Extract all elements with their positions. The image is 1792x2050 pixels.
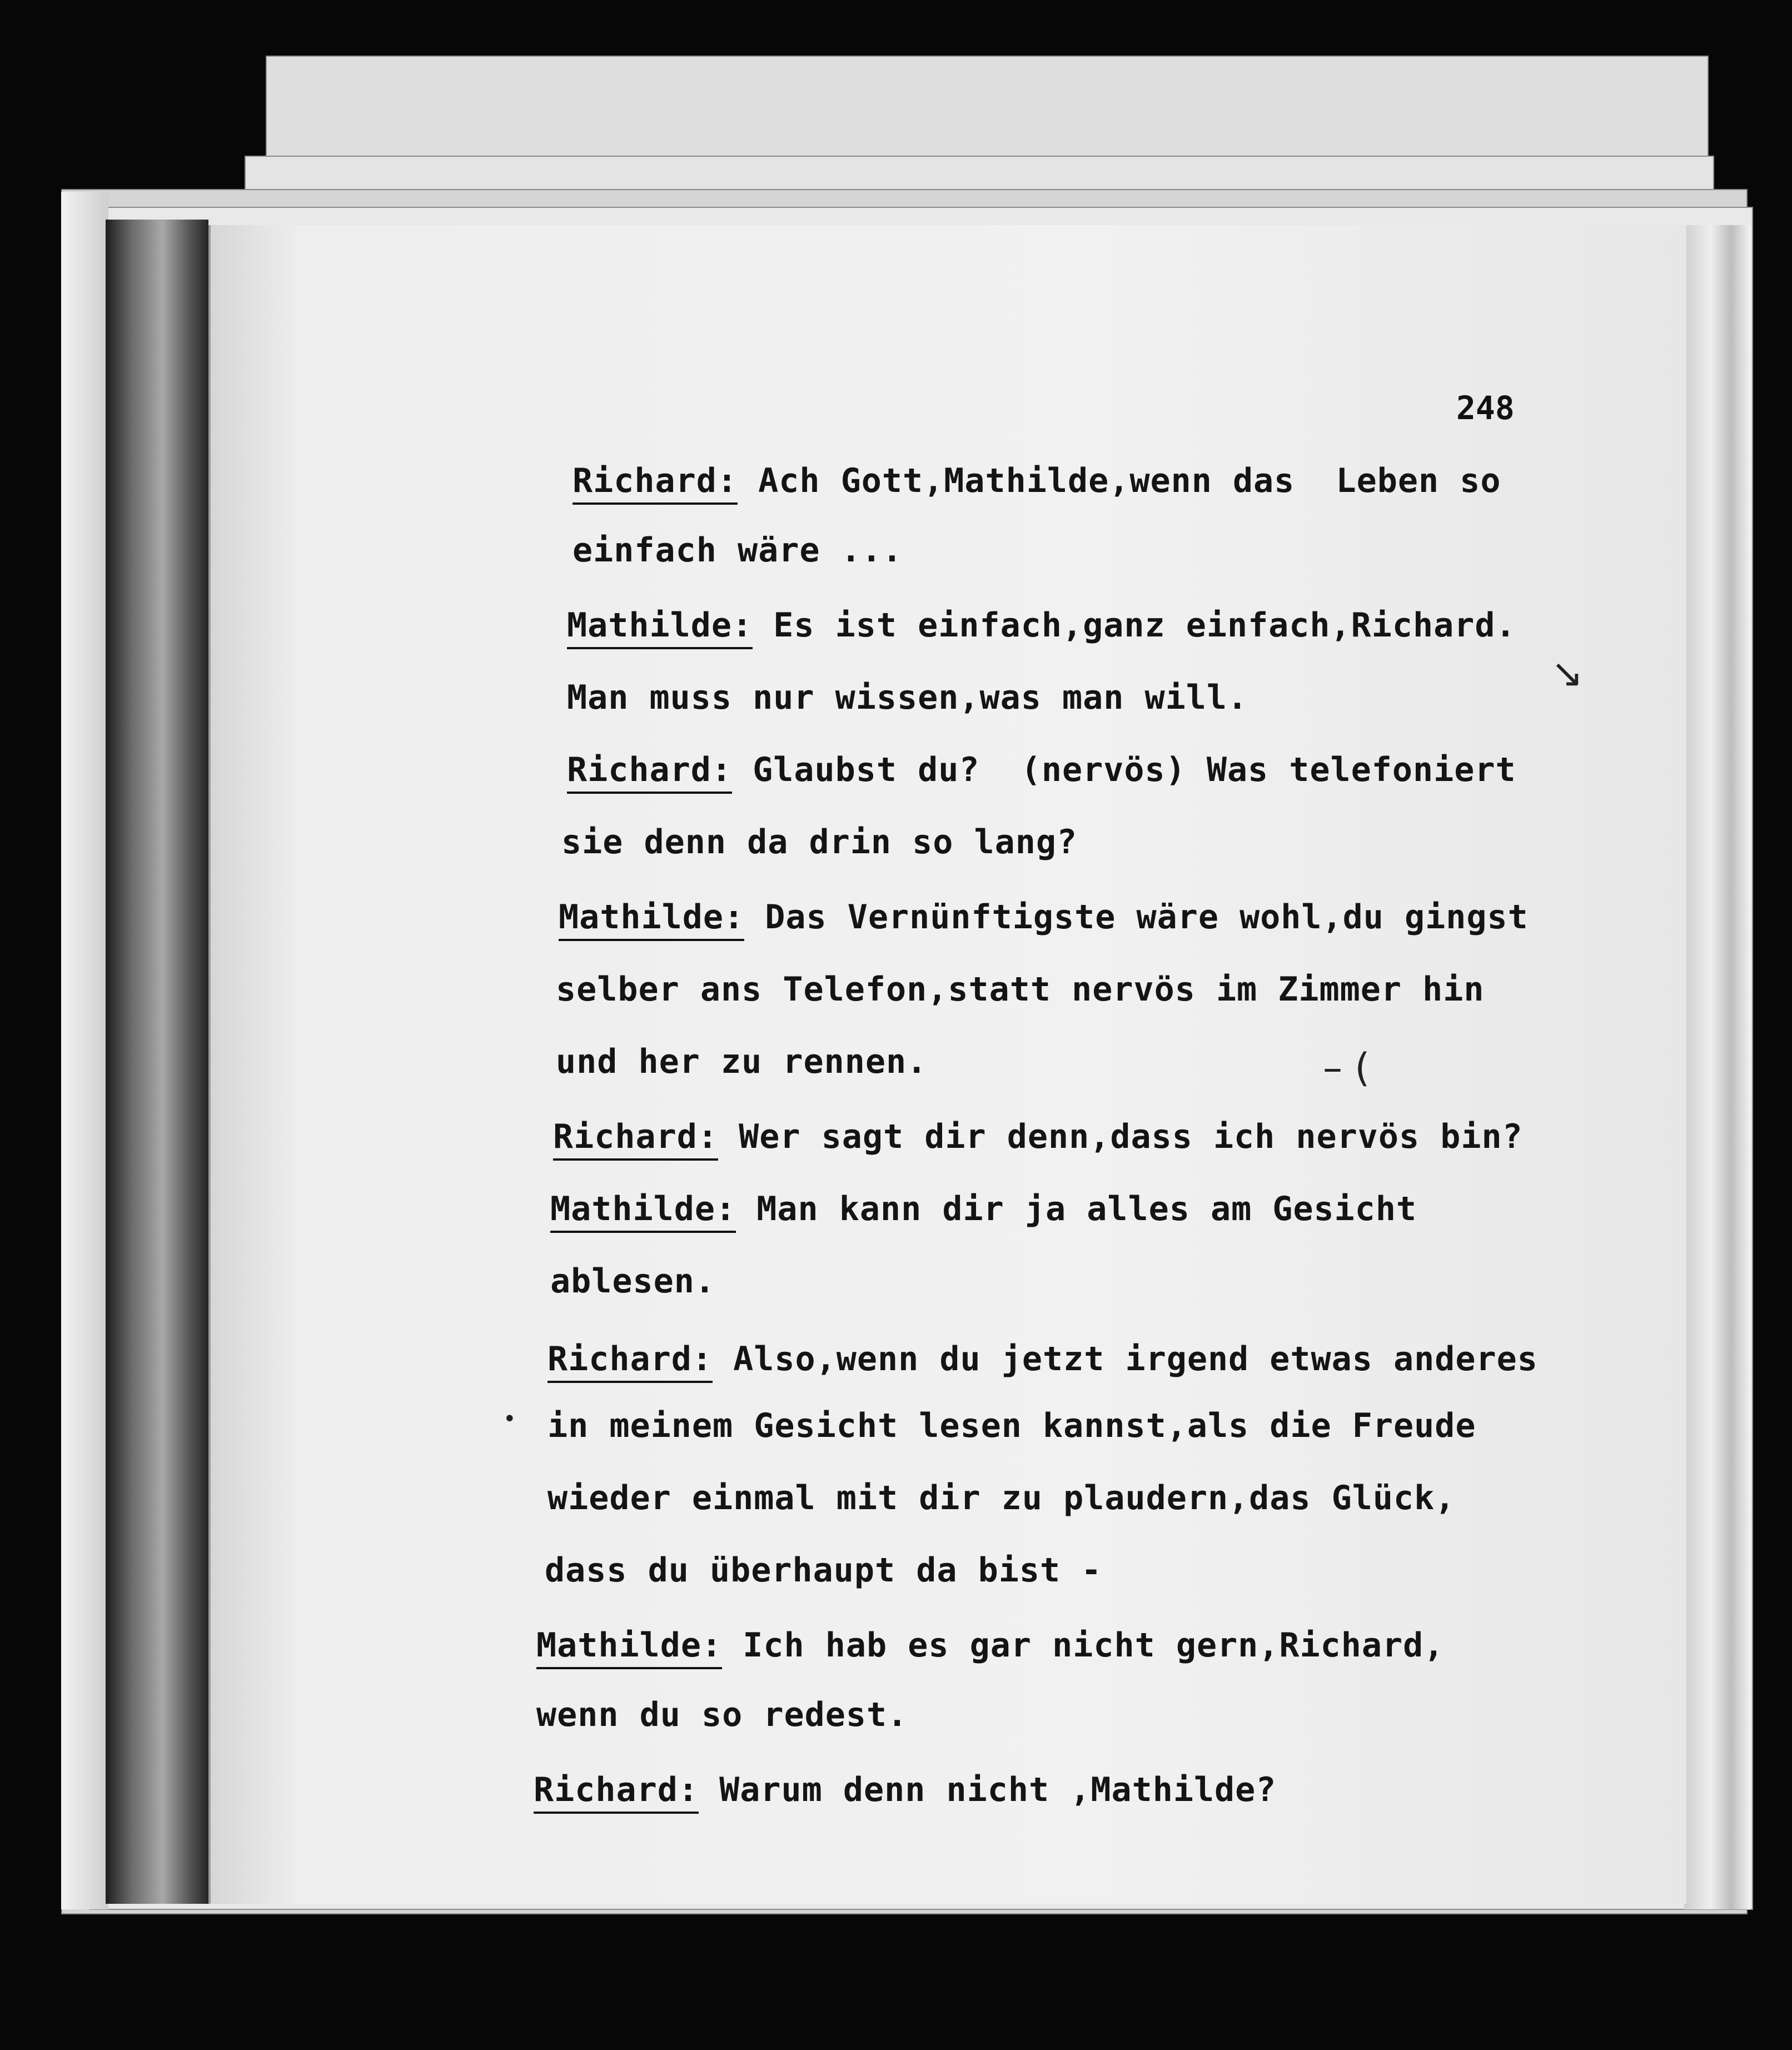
dialogue-text: Warum denn nicht ,Mathilde?: [698, 1770, 1277, 1809]
dialogue-text: einfach wäre ...: [573, 531, 903, 570]
script-line: [553, 1117, 1523, 1161]
script-line: [561, 823, 1077, 862]
binding-strip: [106, 220, 208, 1904]
pencil-arrow-mark: ↘: [1551, 650, 1584, 696]
speaker-name: Richard:: [547, 1340, 713, 1383]
dialogue-text: dass du überhaupt da bist -: [545, 1551, 1102, 1590]
dialogue-text: Das Vernünftigste wäre wohl,du gingst: [744, 898, 1529, 937]
speaker-name: Mathilde:: [559, 898, 744, 941]
script-line: [573, 531, 903, 570]
dialogue-text: selber ans Telefon,statt nervös im Zimmer hin: [556, 970, 1485, 1009]
page-number: 248: [1456, 389, 1515, 427]
script-line: [547, 1340, 1538, 1383]
dialogue-text: in meinem Gesicht lesen kannst,als die Freude: [547, 1406, 1476, 1445]
script-line: [550, 1262, 715, 1301]
dialogue-text: Ach Gott,Mathilde,wenn das Leben so: [737, 461, 1501, 500]
script-line: [556, 970, 1485, 1009]
dialogue-text: ablesen.: [550, 1262, 715, 1301]
speaker-name: Mathilde:: [550, 1190, 736, 1233]
script-line: [547, 1479, 1455, 1517]
script-line: [559, 898, 1529, 941]
script-line: [573, 461, 1501, 505]
margin-dot-mark: •: [503, 1406, 516, 1432]
script-line: [550, 1190, 1417, 1233]
dialogue-text: und her zu rennen.: [556, 1042, 928, 1081]
dialogue-text: wenn du so redest.: [536, 1695, 908, 1734]
speaker-name: Mathilde:: [567, 606, 753, 649]
dialogue-text: sie denn da drin so lang?: [561, 823, 1078, 862]
speaker-name: Richard:: [553, 1117, 718, 1161]
dialogue-text: Ich hab es gar nicht gern,Richard,: [722, 1626, 1445, 1665]
dialogue-text: Wer sagt dir denn,dass ich nervös bin?: [718, 1117, 1523, 1156]
script-line: [545, 1551, 1102, 1590]
speaker-name: Richard:: [567, 750, 732, 794]
pencil-mark: – (: [1323, 1045, 1370, 1091]
dialogue-text: Glaubst du? (nervös) Was telefoniert: [731, 750, 1516, 789]
dialogue-text: Man muss nur wissen,was man will.: [567, 678, 1248, 717]
script-line: [536, 1695, 908, 1734]
script-line: [547, 1406, 1476, 1445]
speaker-name: Mathilde:: [536, 1626, 722, 1669]
script-line: [556, 1042, 927, 1081]
dialogue-text: Also,wenn du jetzt irgend etwas anderes: [712, 1340, 1538, 1379]
speaker-name: Richard:: [573, 461, 738, 505]
script-line: [567, 678, 1248, 717]
binding-edge: [61, 192, 108, 1909]
dialogue-text: Es ist einfach,ganz einfach,Richard.: [753, 606, 1516, 645]
script-line: [567, 606, 1516, 649]
script-line: [534, 1770, 1276, 1814]
dialogue-text: wieder einmal mit dir zu plaudern,das Glück,: [547, 1479, 1456, 1517]
script-line: [536, 1626, 1444, 1669]
speaker-name: Richard:: [534, 1770, 699, 1814]
script-line: [567, 750, 1516, 794]
dialogue-text: Man kann dir ja alles am Gesicht: [736, 1190, 1417, 1228]
page-stack-edge: [1684, 225, 1751, 1909]
